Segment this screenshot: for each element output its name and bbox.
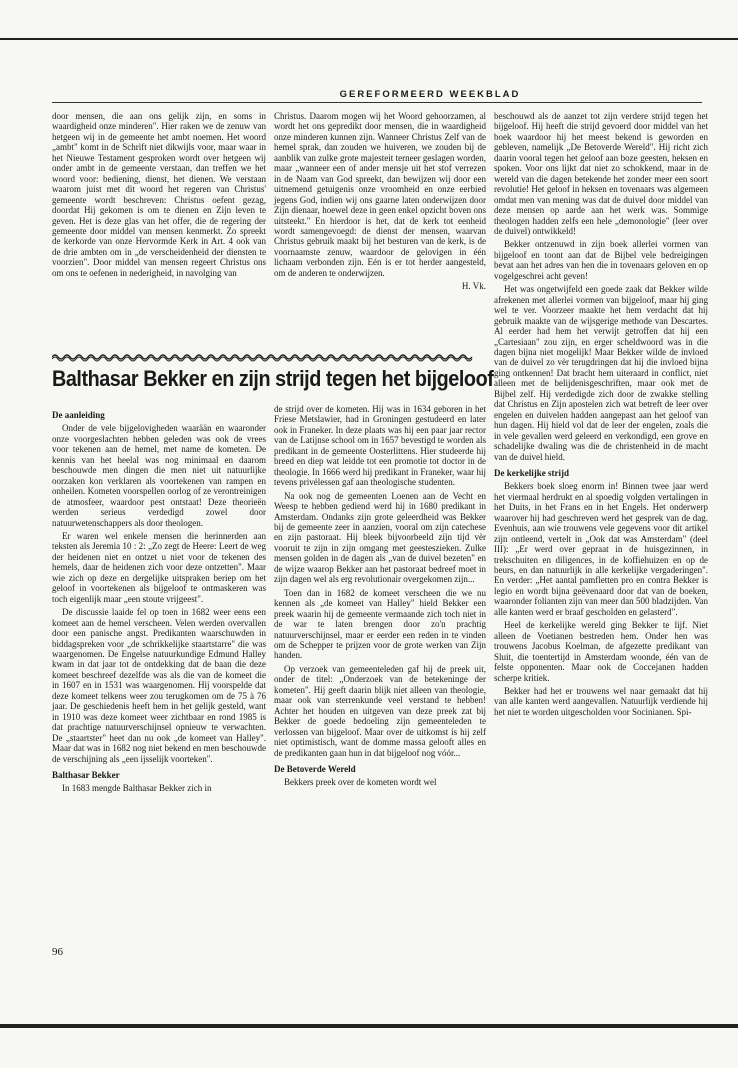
section-heading: De Betoverde Wereld: [274, 763, 356, 774]
top-column-1: [52, 111, 266, 281]
paragraph: Bekkers boek sloeg enorm in! Binnen twee jaar werd het viermaal herdrukt en al spoedig volgden vertalingen in het Duits, in het Frans en in het Engels. Het onderwerp waarover hij had geschreven werd het gesprek van de dag. Evenhuis, aan wie trouwens vele gegevens voor dit artikel zijn ontleend, vertelt in „Ook dat was Amsterdam" (deel III): „Er werd over gepraat in de huisgezinnen, in trekschuiten en diligences, in de koffiehuizen en op de beurs, en dan natuurlijk in alle kerkelijke vergaderingen". En verder: „Het aantal pamfletten pro en contra Bekker is legio en wordt bijna geëvenaard door dat van de boeken, waaronder folianten zijn van meer dan 500 bladzijden. Van alle kanten werd er braaf gescholden en gelasterd".: [494, 481, 708, 617]
paragraph: Christus. Daarom mogen wij het Woord gehoorzamen, al wordt het ons gepredikt door mensen, die in waardigheid onze minderen kunnen zijn. Wanneer Christus Zelf van de hemel sprak, dan zouden we huiveren, we zouden bij de aanblik van zulke grote majesteit terneer geslagen worden, maar „wanneer een of ander mensje uit het stof verrezen in de Naam van God spreekt, dan bewijzen wij door een uitnemend getuigenis onze vroomheid en onze eerbied jegens God, indien wij ons gaarne laten onderwijzen door Zijn dienaar, hoewel deze in geen enkel opzicht boven ons uitsteekt." En hierdoor is het, dat de kerk tot eenheid wordt samengevoegd: de dienst der mensen, waarvan Christus gebruik maakt bij het besturen van de kerk, is de voornaamste zenuw, waardoor de gelovigen in één lichaam verbonden zijn. Eén is er tot herder aangesteld, om de anderen te onderwijzen.: [274, 111, 486, 278]
paragraph: Bekker had het er trouwens wel naar gemaakt dat hij van alle kanten werd aangevallen. Natuurlijk verdiende hij het niet te worden uitgescholden voor Socinianen. Spi-: [494, 686, 708, 717]
article-column-3: [494, 111, 708, 720]
header-rule: [52, 102, 702, 103]
paragraph: Bekker ontzenuwd in zijn boek allerlei vormen van bijgeloof en toont aan dat de Bijbel vele bedreigingen bevat aan het adres van hen die in tovenaars geloven en op vogelgeschrei acht geven!: [494, 239, 708, 281]
scan-edge-top: [0, 38, 738, 40]
paragraph: Bekkers preek over de kometen wordt wel: [284, 777, 437, 788]
paragraph: In 1683 mengde Balthasar Bekker zich in: [62, 783, 212, 794]
paragraph: de strijd over de kometen. Hij was in 1634 geboren in het Friese Metslawier, had in Groningen gestudeerd en later ook in Franeker. In deze plaats was hij een paar jaar rector van de Latijnse school om in 1657 bevestigd te worden als predikant in de gemeente Oosterlittens. Hier studeerde hij breed en diep wat leidde tot een promotie tot doctor in de theologie. In 1666 werd hij predikant in Franeker, waar hij tevens privélessen gaf aan theologische studenten.: [274, 404, 486, 488]
section-heading: De aanleiding: [52, 410, 105, 420]
page-number: 96: [52, 946, 63, 958]
paragraph: Op verzoek van gemeenteleden gaf hij de preek uit, onder de titel: „Onderzoek van de betekeninge der kometen". Hij geeft daarin blijk niet alleen van theologie, maar ook van sterrenkunde veel verstand te hebben! Achter het houden en uitgeven van deze preek zat bij Bekker de goede bedoeling zijn gemeenteleden te verlossen van bijgeloof. Maar over de uitkomst is hij zelf niet optimistisch, want de domme massa gelooft alles en de predikanten gaan hun in dat bijgeloof nog vóór...: [274, 663, 486, 758]
paragraph: De discussie laaide fel op toen in 1682 weer eens een komeet aan de hemel verscheen. Velen werden overvallen door een panische angst. Predikanten waarschuwden in biddagspreken voor „de schrikkelijke staartstarre" die was waargenomen. De Engelse natuurkundige Edmund Halley kwam in dat jaar tot de ontdekking dat de baan die deze komeet beschreef dezelfde was als die van de komeet die in 1607 en in 1531 was waargenomen. Hij voorspelde dat deze komeet telkens weer zou terugkomen om de 75 à 76 jaar. De geschiedenis heeft hem in het gelijk gesteld, want in 1910 was deze komeet weer zichtbaar en rond 1985 is dat prachtige natuurverschijnsel opnieuw te verwachten. De „staartster" heet dan nu ook „de komeet van Halley". Maar dat was in 1682 nog niet bekend en men beschouwde de verschijning als „een ijsselijk voorteken".: [52, 607, 266, 764]
article-column-1: [52, 404, 266, 797]
section-heading: De kerkelijke strijd: [494, 467, 569, 478]
paragraph: door mensen, die aan ons gelijk zijn, en soms in waardigheid onze minderen". Hier raken we de zenuw van hetgeen wij in de gemeente het ambt noemen. Het woord „ambt" komt in de Schrift niet dikwijls voor, maar waar in het Nieuwe Testament gesproken wordt over hetgeen wij onder ambt in de gemeente verstaan, dan treffen we het woord voor: bediening, dienst, het dienen. We verstaan waarom juist met dit woord het regeren van Christus' gemeente wordt beschreven: Christus oefent gezag, doordat Hij gekomen is om te dienen en Zijn leven te geven. Het is deze glas van het offer, die de regering der gemeente door middel van mensen kenmerkt. Zo spreekt de kerkorde van onze Hervormde Kerk in Art. 4 ook van de drie ambten om in „de verscheidenheid der diensten te voorzien". Door middel van mensen regeert Christus ons om ons te oefenen in nederigheid, in navolging van: [52, 111, 266, 278]
paragraph: Onder de vele bijgelovigheden waarään en waaronder onze voorgeslachten hebben geleden was ook de vrees voor tekenen aan de hemel, met name de kometen. De kennis van het heelal was nog minimaal en daarom beschouwde men dingen die men niet uit natuurlijke oorzaken kon verklaren als voortekenen van rampen en onheilen. Kometen voorspellen oorlog of ze verontreinigen de atmosfeer, waardoor pest ontstaat! Deze theorieën werden serieus verdedigd zowel door natuurwetenschappers als door theologen.: [52, 423, 266, 528]
paragraph: Heel de kerkelijke wereld ging Bekker te lijf. Niet alleen de Voetianen bestreden hem. Onder hen was trouwens Jacobus Koelman, de afgezette predikant van Sluit, die toentertijd in Amsterdam woonde, één van de felste opponenten. Maar ook de Coccejanen hadden scherpe kritiek.: [494, 620, 708, 683]
wavy-divider: [52, 352, 474, 362]
running-title: GEREFORMEERD WEEKBLAD: [339, 89, 521, 100]
article-headline: Balthasar Bekker en zijn strijd tegen het bijgeloof: [52, 366, 494, 391]
paragraph: Na ook nog de gemeenten Loenen aan de Vecht en Weesp te hebben gediend werd hij in 1680 predikant in Amsterdam. Ondanks zijn grote geleerdheid was Bekker bij de gemeente zeer in aanzien, vooral om zijn catechese en zijn pastoraat. Hij bleek bijvoorbeeld zijn tijd vèr vooruit te zijn in zijn omgang met geesteszieken. Zulke mensen golden in de dagen als „van de duivel bezeten" en de wijze waarop Bekker aan het pastoraat bedreef moet in zijn dagen wel als erg revolutionair overgekomen zijn...: [274, 490, 486, 585]
paragraph: Het was ongetwijfeld een goede zaak dat Bekker wilde afrekenen met allerlei vormen van bijgeloof, maar hij ging wel te ver. Voorzeer maakte het hem verdacht dat hij gebruik maakte van de wijsgerige methode van Descartes. Al eerder had hem het verwijt getroffen dat hij een „Cartesiaan" zou zijn, en erger scheldwoord was in die dagen bijna niet mogelijk! Maar Bekker wilde de invloed van de duivel zo vèr terugdringen dat hij die invloed bijna ging ontkennen! Dat bracht hem uiteraard in conflict, niet alleen met de belijdenisgeschriften, maar ook met de Bijbel zelf. Hij verdedigde zich door de zwakke stelling dat Christus en Zijn apostelen zich wat betreft de leer over engelen en duivelen hadden aangepast aan het geloof van hun dagen. Hij hield vol dat de leer der engelen, zoals die in vele gevallen werd geleerd en verkondigd, een grove en schadelijke dwaling was die de christenheid in de macht van de duivel hield.: [494, 284, 708, 462]
scan-edge-bottom: [0, 1024, 738, 1028]
paragraph: Toen dan in 1682 de komeet verscheen die we nu kennen als „de komeet van Halley" hield Bekker een preek waarin hij de gemeente vermaande zich toch niet in de war te laten brengen door zo'n prachtig natuurverschijnsel, maar er eerder een reden in te vinden om de Schepper te prijzen voor de grote werken van Zijn handen.: [274, 587, 486, 661]
paragraph: beschouwd als de aanzet tot zijn verdere strijd tegen het bijgeloof. Hij heeft die strijd gevoerd door middel van het boek waardoor hij het meest bekend is geworden en gebleven, namelijk „De Betoverde Wereld". Hij richt zich daarin vooral tegen het geloof aan boze geesten, heksen en spoken. Voor ons lijkt dat niet zo schokkend, maar in de wereld van die dagen betekende het zonder meer een soort revolutie! Het geloof in heksen en tovenaars was algemeen omdat men van mening was dat de duivel door middel van deze mensen op aarde aan het werk was. Sommige theologen hadden zelfs een hele „demonologie" (leer over de duivel) ontwikkeld!: [494, 111, 708, 236]
top-column-2: [274, 111, 486, 295]
article-column-2: [274, 404, 486, 791]
paragraph: Er waren wel enkele mensen die herinnerden aan teksten als Jeremia 10 : 2: „Zo zegt de Heere: Leert de weg der heidenen niet en ontzet u niet voor de tekenen des hemels, daar de heidenen zich voor deze ontzetten". Maar wie zich op deze en dergelijke uitspraken beriep om het geloof in voortekenen als bijgeloof te ontmaskeren was toch eigenlijk maar „een stoute vrijgeest".: [52, 530, 266, 604]
author-signature: H. Vk.: [461, 281, 486, 292]
section-heading: Balthasar Bekker: [52, 769, 120, 780]
